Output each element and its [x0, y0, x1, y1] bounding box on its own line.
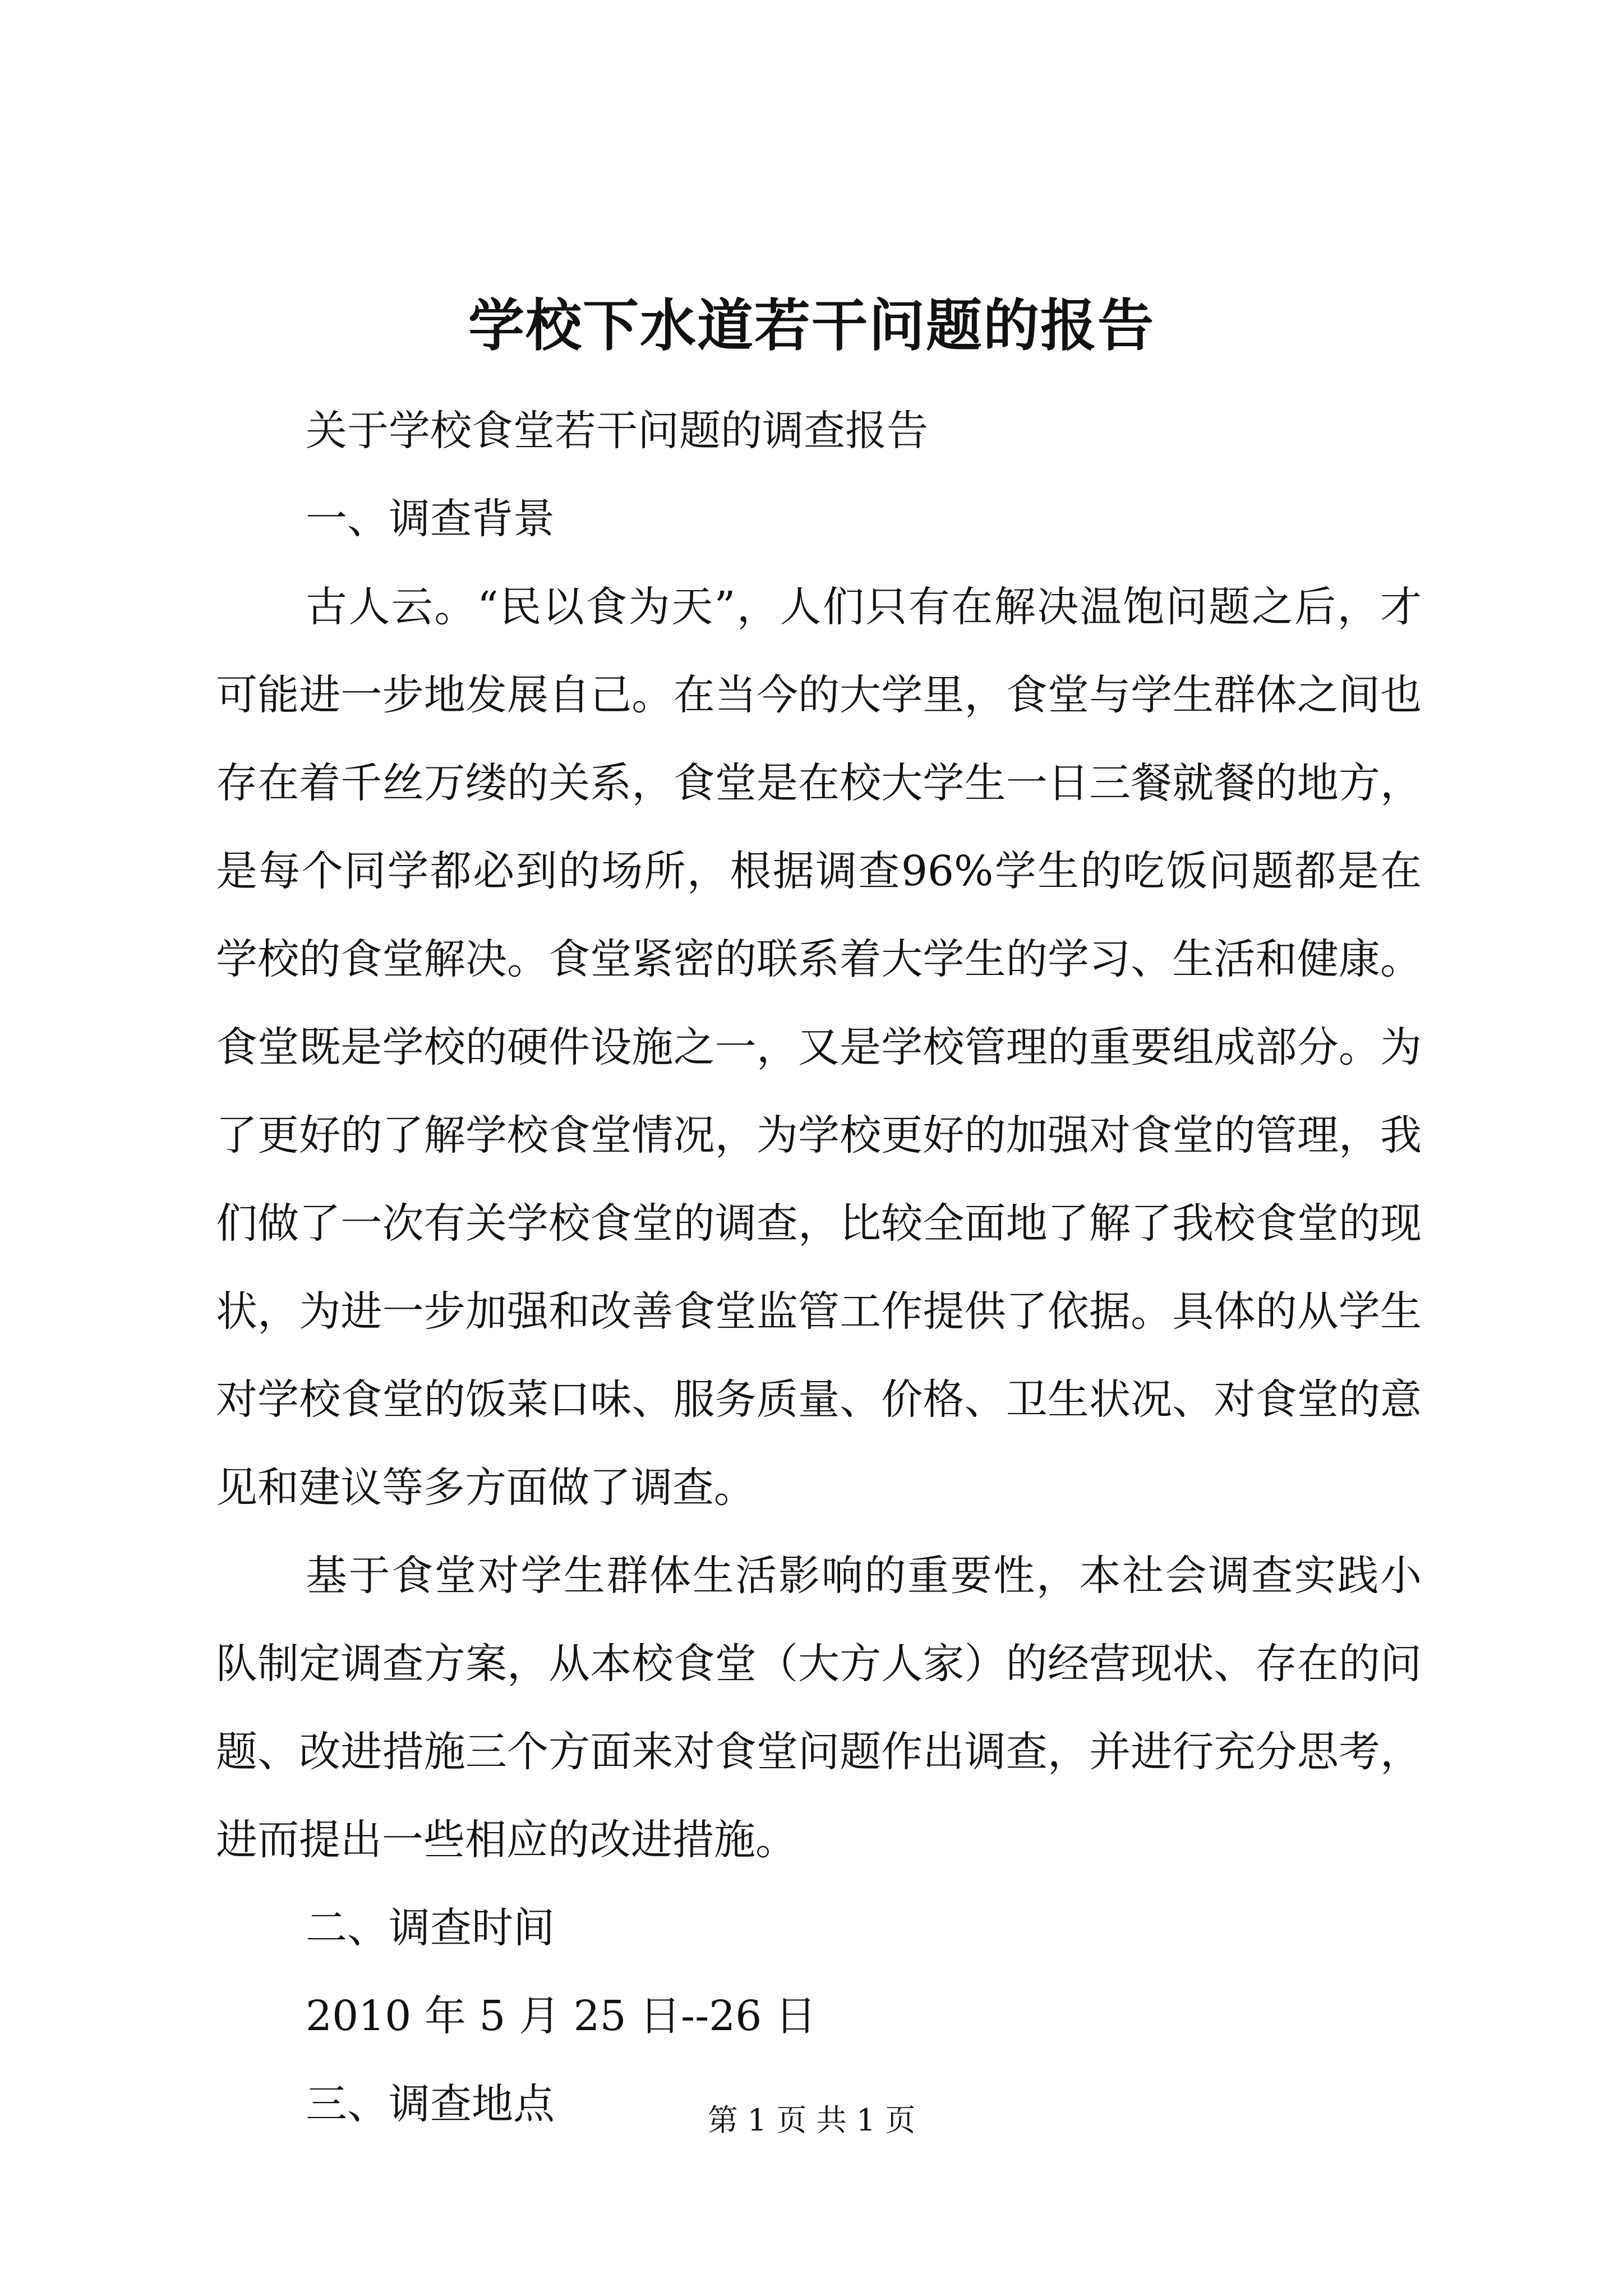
section-heading-background: 一、调查背景: [306, 495, 555, 543]
document-body: [216, 387, 1422, 2148]
section-heading-time: 二、调查时间: [306, 1904, 555, 1952]
body-paragraph: 基于食堂对学生群体生活影响的重要性，本社会调查实践小队制定调查方案，从本校食堂（大方人家）的经营现状、存在的问题、改进措施三个方面来对食堂问题作出调查，并进行充分思考，进而提出一些相应的改进措施。: [216, 1552, 1422, 1864]
subtitle-paragraph: 关于学校食堂若干问题的调查报告: [306, 407, 928, 455]
page-footer: 第 1 页 共 1 页: [707, 2102, 916, 2138]
survey-date: 2010 年 5 月 25 日--26 日: [306, 1992, 817, 2040]
section-heading-location: 三、调查地点: [306, 2080, 555, 2128]
body-paragraph: 古人云。“民以食为天”，人们只有在解决温饱问题之后，才可能进一步地发展自己。在当今的大学里，食堂与学生群体之间也存在着千丝万缕的关系，食堂是在校大学生一日三餐就餐的地方，是每个同学都必到的场所，根据调查96%学生的吃饭问题都是在学校的食堂解决。食堂紧密的联系着大学生的学习、生活和健康。食堂既是学校的硬件设施之一，又是学校管理的重要组成部分。为了更好的了解学校食堂情况，为学校更好的加强对食堂的管理，我们做了一次有关学校食堂的调查，比较全面地了解了我校食堂的现状，为进一步加强和改善食堂监管工作提供了依据。具体的从学生对学校食堂的饭菜口味、服务质量、价格、卫生状况、对食堂的意见和建议等多方面做了调查。: [216, 583, 1422, 1512]
document-title: 学校下水道若干问题的报告: [468, 292, 1155, 358]
